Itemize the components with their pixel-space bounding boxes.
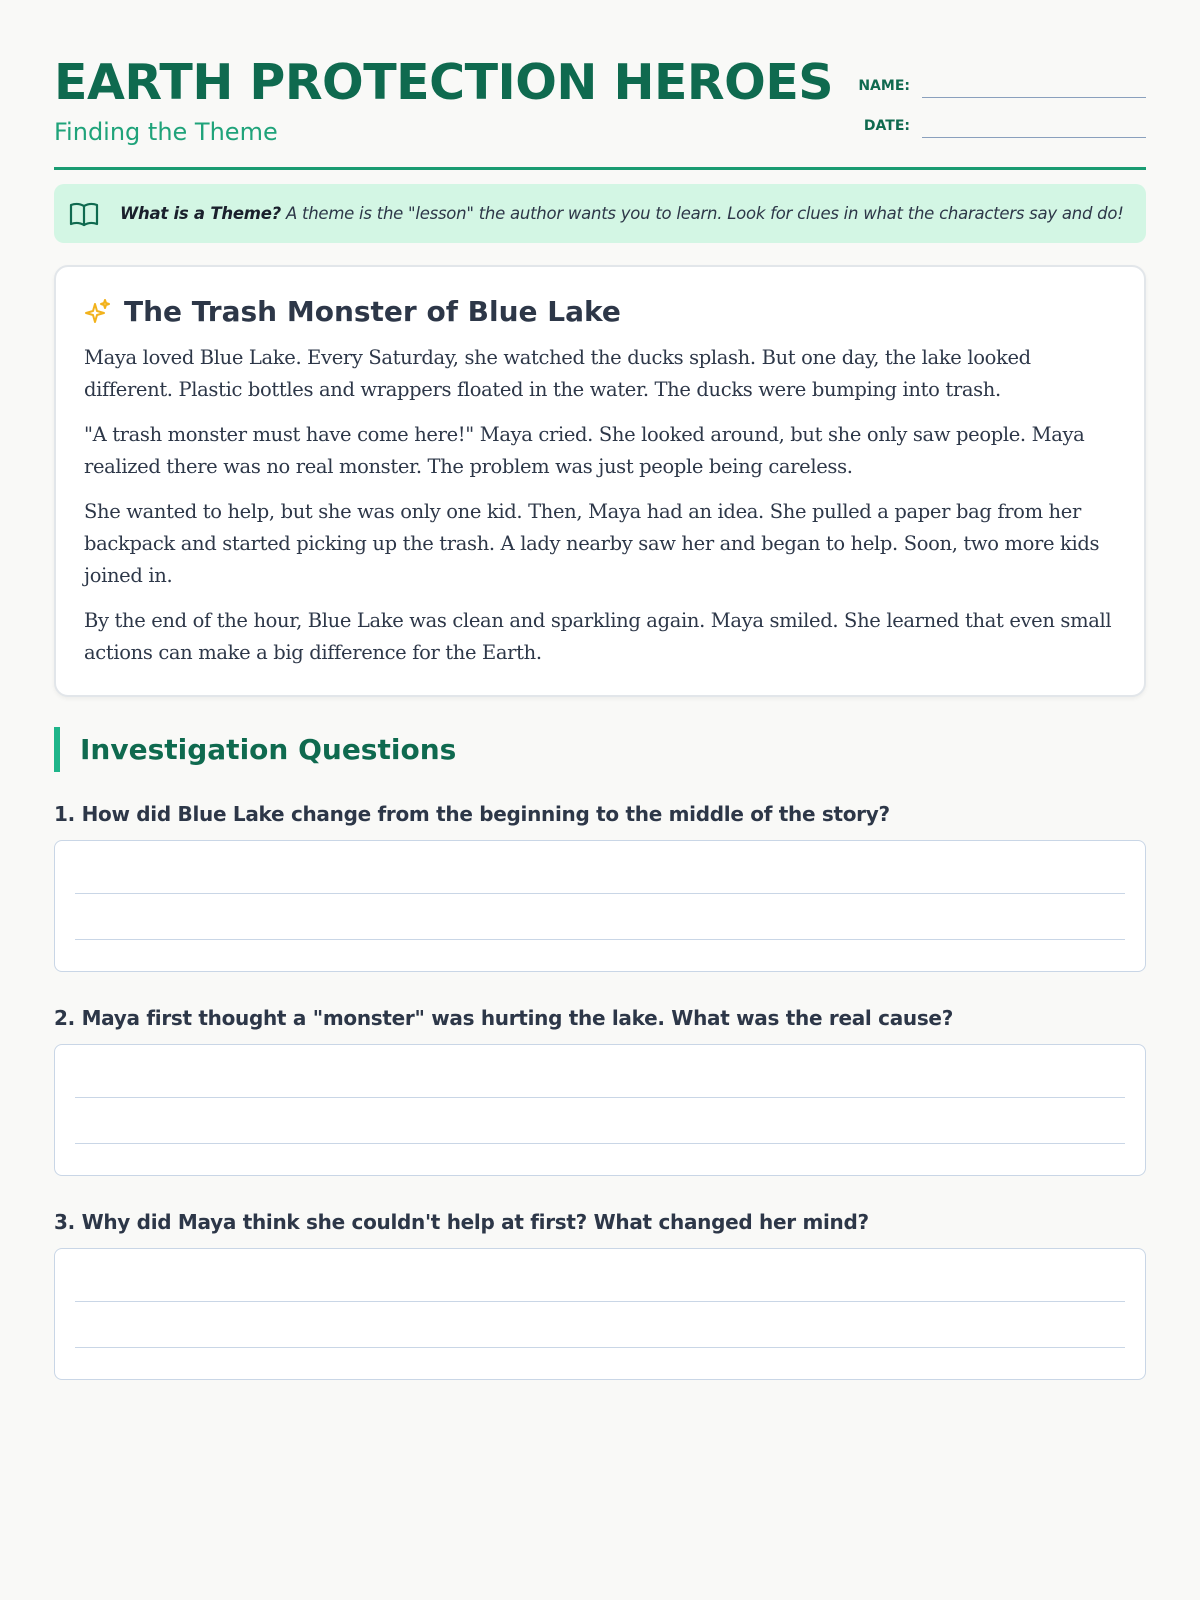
theme-definition-lead: What is a Theme? bbox=[120, 204, 281, 223]
name-field[interactable] bbox=[922, 74, 1146, 98]
answer-line bbox=[75, 1347, 1125, 1348]
story-paragraph: She wanted to help, but she was only one kid. Then, Maya had an idea. She pulled a paper bag from her backpack and started picking up the trash. A lady nearby saw her and began to help. Soon, two more kids joined in. bbox=[84, 500, 1100, 587]
answer-box-2[interactable] bbox=[54, 1044, 1146, 1176]
story-paragraph: Maya loved Blue Lake. Every Saturday, she watched the ducks splash. But one day, the lake looked different. Plastic bottles and wrappers floated in the water. The ducks were bumping into trash. bbox=[84, 346, 1031, 401]
questions-section-title: Investigation Questions bbox=[80, 733, 457, 766]
story-paragraph: By the end of the hour, Blue Lake was clean and sparkling again. Maya smiled. She learned that even small actions can make a big difference for the Earth. bbox=[84, 609, 1112, 664]
name-date-fields bbox=[856, 58, 1146, 138]
name-label: NAME: bbox=[858, 78, 910, 94]
answer-box-3[interactable] bbox=[54, 1248, 1146, 1380]
worksheet-header bbox=[54, 0, 1146, 170]
story-title-row bbox=[84, 295, 1116, 328]
question-2 bbox=[54, 1006, 1146, 1176]
book-open-icon bbox=[68, 198, 100, 230]
answer-line bbox=[75, 893, 1125, 894]
name-row bbox=[856, 58, 1146, 98]
questions-section-heading bbox=[54, 727, 1146, 772]
answer-line bbox=[75, 1143, 1125, 1144]
answer-line bbox=[75, 1097, 1125, 1098]
story-title: The Trash Monster of Blue Lake bbox=[124, 295, 621, 328]
question-text: 3. Why did Maya think she couldn't help at first? What changed her mind? bbox=[54, 1210, 869, 1234]
worksheet-subtitle: Finding the Theme bbox=[54, 118, 278, 146]
theme-definition-text bbox=[120, 204, 1124, 223]
theme-definition-body: A theme is the "lesson" the author wants you to learn. Look for clues in what the characters say and do! bbox=[280, 204, 1124, 223]
story-card bbox=[54, 265, 1146, 697]
question-1 bbox=[54, 802, 1146, 972]
date-row bbox=[856, 98, 1146, 138]
theme-definition-box bbox=[54, 184, 1146, 243]
date-label: DATE: bbox=[863, 118, 910, 134]
date-field[interactable] bbox=[922, 114, 1146, 138]
question-3 bbox=[54, 1210, 1146, 1380]
question-text: 1. How did Blue Lake change from the beginning to the middle of the story? bbox=[54, 802, 890, 826]
story-paragraph: "A trash monster must have come here!" Maya cried. She looked around, but she only saw people. Maya realized there was no real monster. The problem was just people being careless. bbox=[84, 423, 1085, 478]
answer-line bbox=[75, 939, 1125, 940]
worksheet-title: EARTH PROTECTION HEROES bbox=[54, 54, 834, 111]
answer-line bbox=[75, 1301, 1125, 1302]
sparkle-icon bbox=[84, 298, 112, 326]
question-text: 2. Maya first thought a "monster" was hurting the lake. What was the real cause? bbox=[54, 1006, 953, 1030]
answer-box-1[interactable] bbox=[54, 840, 1146, 972]
